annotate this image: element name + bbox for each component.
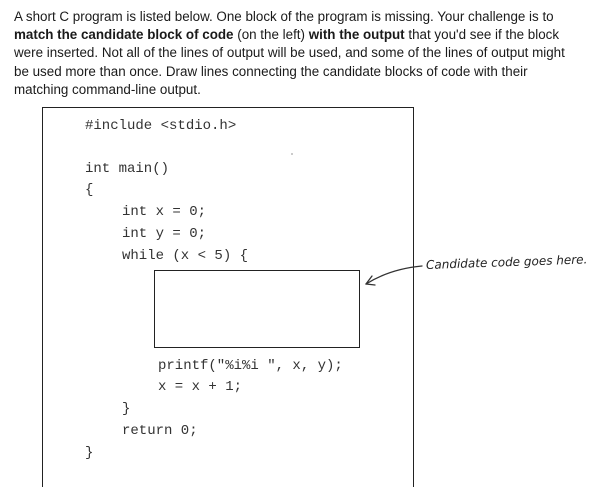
code-int-x: int x = 0; [122,204,207,220]
code-int-y: int y = 0; [122,226,207,242]
code-include: #include <stdio.h> [85,118,237,134]
candidate-annotation: Candidate code goes here. [425,252,588,272]
instructions-part-1: A short C program is listed below. One block of the program is missing. Your challenge is to [14,9,554,24]
instructions-bold-1: match the candidate block of code [14,27,234,43]
code-main: int main() [85,161,170,177]
instructions-paragraph [14,8,582,99]
code-close-main: } [85,445,94,461]
instructions-bold-2: with the output [308,27,405,43]
code-open-brace: { [85,182,94,198]
code-printf: printf("%i%i ", x, y); [158,358,343,374]
instructions-part-2: (on the left) [233,27,309,43]
candidate-code-slot[interactable] [154,270,360,348]
stray-dot [291,153,293,155]
code-while: while (x < 5) { [122,248,249,264]
pointer-arrow-icon [360,260,430,290]
instructions-part-3: that you'd see if the block were inserted. Not all of the lines of output will be used, and some of the lines of output might be used more than once. Draw lines connecting the candidate blocks of code with their matching command-line output. [14,27,565,97]
code-close-while: } [122,401,131,417]
code-return: return 0; [122,423,198,439]
code-increment: x = x + 1; [158,379,243,395]
